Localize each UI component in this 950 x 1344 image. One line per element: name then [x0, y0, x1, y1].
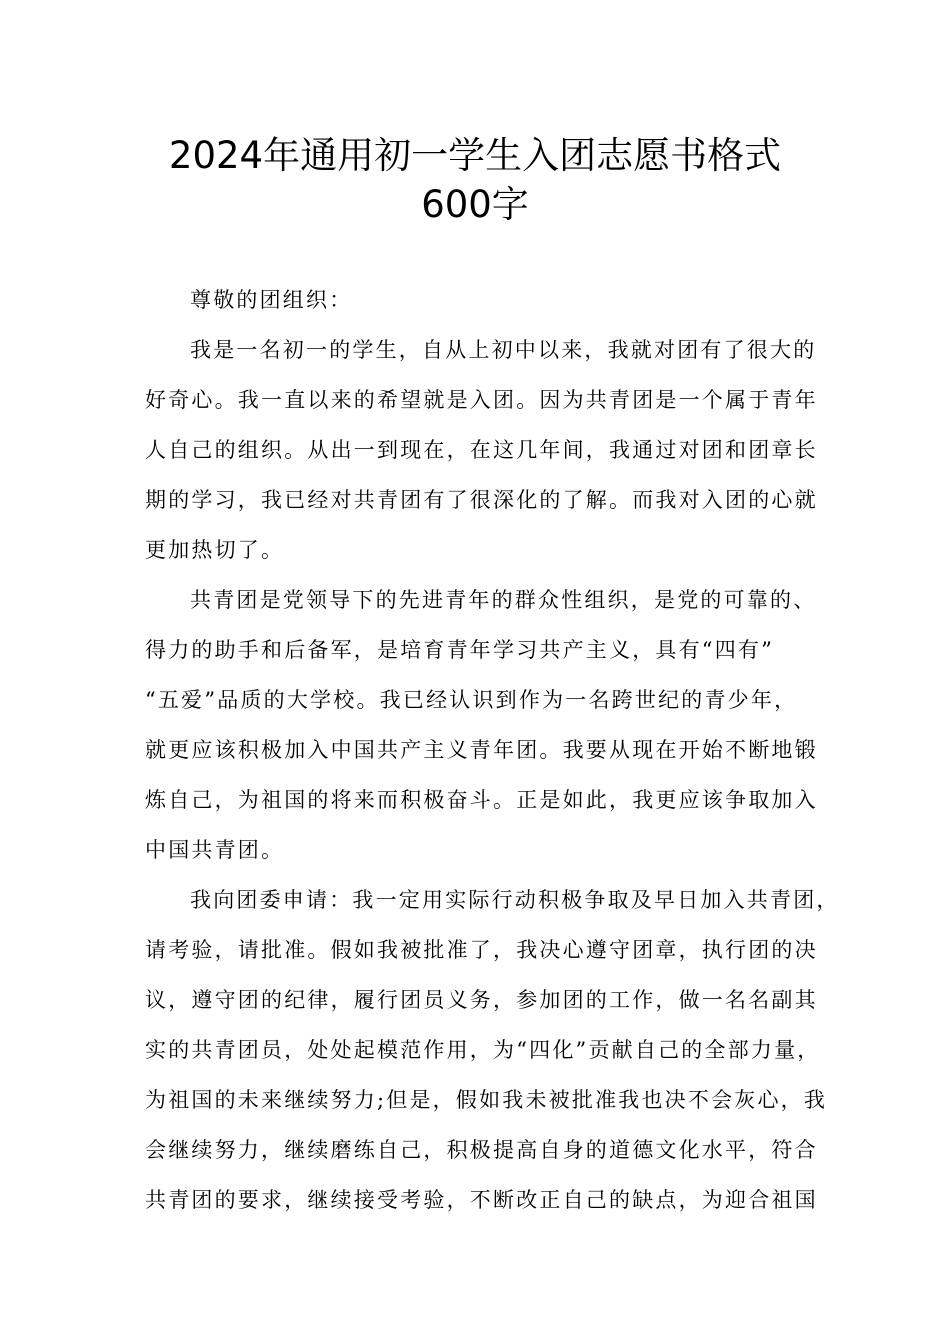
paragraph-line: 我向团委申请：我一定用实际行动积极争取及早日加入共青团， — [190, 888, 840, 912]
paragraph-line: 就更应该积极加入中国共产主义青年团。我要从现在开始不断地锻 — [145, 738, 818, 762]
paragraph-line: 请考验，请批准。假如我被批准了，我决心遵守团章，执行团的决 — [145, 938, 818, 962]
paragraph-line: 会继续努力，继续磨练自己，积极提高自身的道德文化水平，符合 — [145, 1138, 818, 1162]
paragraph-line: 议，遵守团的纪律，履行团员义务，参加团的工作，做一名名副其 — [145, 988, 818, 1012]
document-title-line-1: 2024年通用初一学生入团志愿书格式 — [168, 134, 782, 177]
paragraph-line: 中国共青团。 — [145, 838, 285, 862]
paragraph-line: 人自己的组织。从出一到现在，在这几年间，我通过对团和团章长 — [145, 438, 818, 462]
paragraph-line: 共青团是党领导下的先进青年的群众性组织，是党的可靠的、 — [190, 588, 817, 612]
paragraph-line: 炼自己，为祖国的将来而积极奋斗。正是如此，我更应该争取加入 — [145, 788, 818, 812]
paragraph-line: 好奇心。我一直以来的希望就是入团。因为共青团是一个属于青年 — [145, 388, 818, 412]
paragraph-line: 实的共青团员，处处起模范作用，为“四化”贡献自己的全部力量， — [145, 1038, 821, 1062]
paragraph-line: “五爱”品质的大学校。我已经认识到作为一名跨世纪的青少年， — [145, 688, 798, 712]
document-title-line-2: 600字 — [421, 183, 529, 226]
paragraph-line: 共青团的要求，继续接受考验，不断改正自己的缺点，为迎合祖国 — [145, 1188, 818, 1212]
paragraph-line: 为祖国的未来继续努力;但是，假如我未被批准我也决不会灰心，我 — [145, 1088, 828, 1112]
paragraph-line: 得力的助手和后备军，是培育青年学习共产主义，具有“四有” — [145, 638, 775, 662]
salutation: 尊敬的团组织： — [190, 288, 353, 312]
paragraph-line: 更加热切了。 — [145, 538, 285, 562]
paragraph-line: 我是一名初一的学生，自从上初中以来，我就对团有了很大的 — [190, 338, 817, 362]
paragraph-line: 期的学习，我已经对共青团有了很深化的了解。而我对入团的心就 — [145, 488, 818, 512]
